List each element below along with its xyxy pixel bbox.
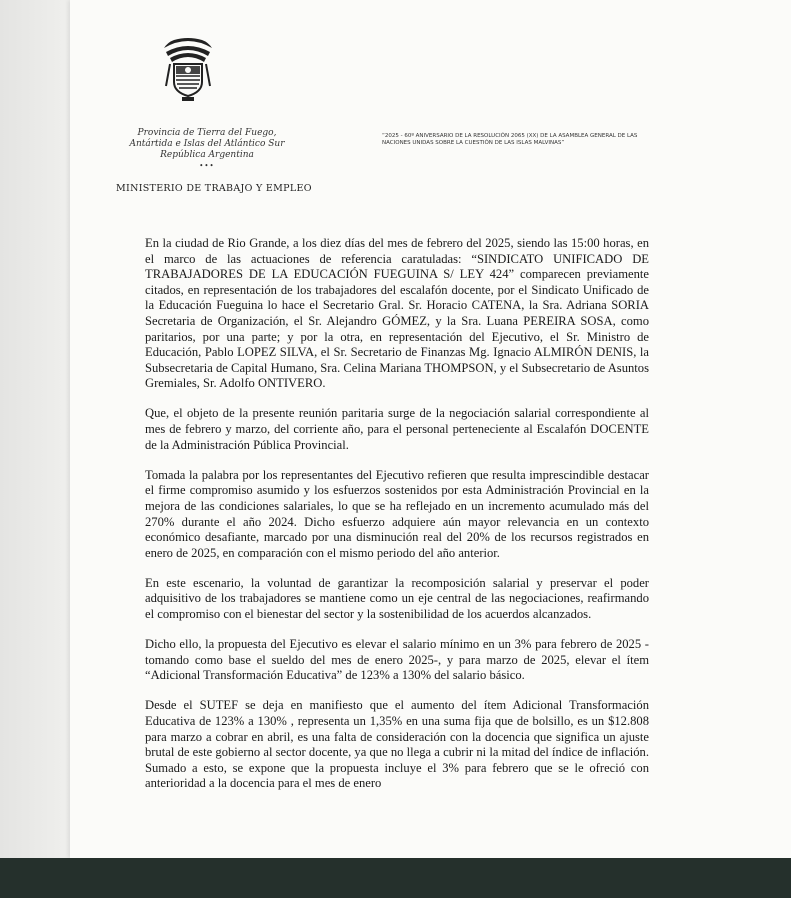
- province-header: [122, 128, 292, 172]
- paragraph: En la ciudad de Rio Grande, a los diez días del mes de febrero del 2025, siendo las 15:00 horas, en el marco de las actuaciones de referencia caratuladas: “SINDICATO UNIFICADO DE TRABAJADORES DE LA EDUCACIÓN FUEGUINA S/ LEY 424” comparecen previamente citados, en representación de los trabajadores del escalafón docente, por el Sindicato Unificado de la Educación Fueguina lo hace el Secretario Gral. Sr. Horacio CATENA, la Sra. Adriana SORIA Secretaria de Organización, el Sr. Alejandro GÓMEZ, y la Sra. Luana PEREIRA SOSA, como paritarios, por una parte; y por la otra, en representación del Ejecutivo, el Sr. Ministro de Educación, Pablo LOPEZ SILVA, el Sr. Secretario de Finanzas Mg. Ignacio ALMIRÓN DENIS, la Subsecretaria de Capital Humano, Sra. Celina Mariana THOMPSON, y el Subsecretario de Asuntos Gremiales, Sr. Adolfo ONTIVERO.: [145, 236, 649, 391]
- paragraph: Desde el SUTEF se deja en manifiesto que el aumento del ítem Adicional Transformación Educativa de 123% a 130% , representa un 1,35% en una suma fija que de bolsillo, es un $12.808 para marzo a cobrar en abril, es una falta de consideración con la docencia que significa un ajuste brutal de este gobierno al sector docente, ya que no llega a cubrir ni la mitad del índice de inflación. Sumado a esto, se expone que la propuesta incluye el 3% para febrero que se le ofreció con anterioridad a la docencia para el mes de enero: [145, 698, 649, 791]
- paragraph: Dicho ello, la propuesta del Ejecutivo es elevar el salario mínimo en un 3% para febrero de 2025 -tomando como base el sueldo del mes de enero 2025-, y para marzo de 2025, elevar el ítem “Adicional Transformación Educativa” de 123% a 130% del salario básico.: [145, 637, 649, 683]
- province-line: •••: [199, 162, 215, 170]
- paragraph: Tomada la palabra por los representantes del Ejecutivo refieren que resulta imprescindible destacar el firme compromiso asumido y los esfuerzos sostenidos por esta Administración Provincial en la mejora de las condiciones salariales, lo que se ha reflejado en un incremento acumulado más del 270% durante el año 2024. Dicho esfuerzo adquiere aún mayor relevancia en un contexto económico desafiante, marcado por una disminución real del 20% de los recursos registrados en enero de 2025, en comparación con el mismo periodo del año anterior.: [145, 467, 649, 560]
- province-line: Antártida e Islas del Atlántico Sur: [129, 139, 285, 149]
- ministry-title: MINISTERIO DE TRABAJO Y EMPLEO: [116, 183, 312, 194]
- page-margin-shadow: [0, 0, 70, 858]
- document-page: [70, 0, 791, 858]
- paragraph: Que, el objeto de la presente reunión paritaria surge de la negociación salarial correspondiente al mes de febrero y marzo, del corriente año, para el personal perteneciente al Escalafón DOCENTE de la Administración Pública Provincial.: [145, 406, 649, 452]
- province-line: Provincia de Tierra del Fuego,: [137, 128, 277, 138]
- anniversary-note: “2025 - 60º ANIVERSARIO DE LA RESOLUCIÓN 2065 (XX) DE LA ASAMBLEA GENERAL DE LAS NACIONES UNIDAS SOBRE LA CUESTIÓN DE LAS ISLAS MALVINAS”: [382, 133, 638, 146]
- provincial-crest-icon: [162, 36, 214, 102]
- viewer-bottom-bar: [0, 858, 791, 898]
- province-line: República Argentina: [160, 150, 254, 160]
- paragraph: En este escenario, la voluntad de garantizar la recomposición salarial y preservar el poder adquisitivo de los trabajadores se mantiene como un eje central de las negociaciones, reafirmando el compromiso con el bienestar del sector y la sostenibilidad de los acuerdos alcanzados.: [145, 575, 649, 621]
- document-body: [145, 236, 649, 806]
